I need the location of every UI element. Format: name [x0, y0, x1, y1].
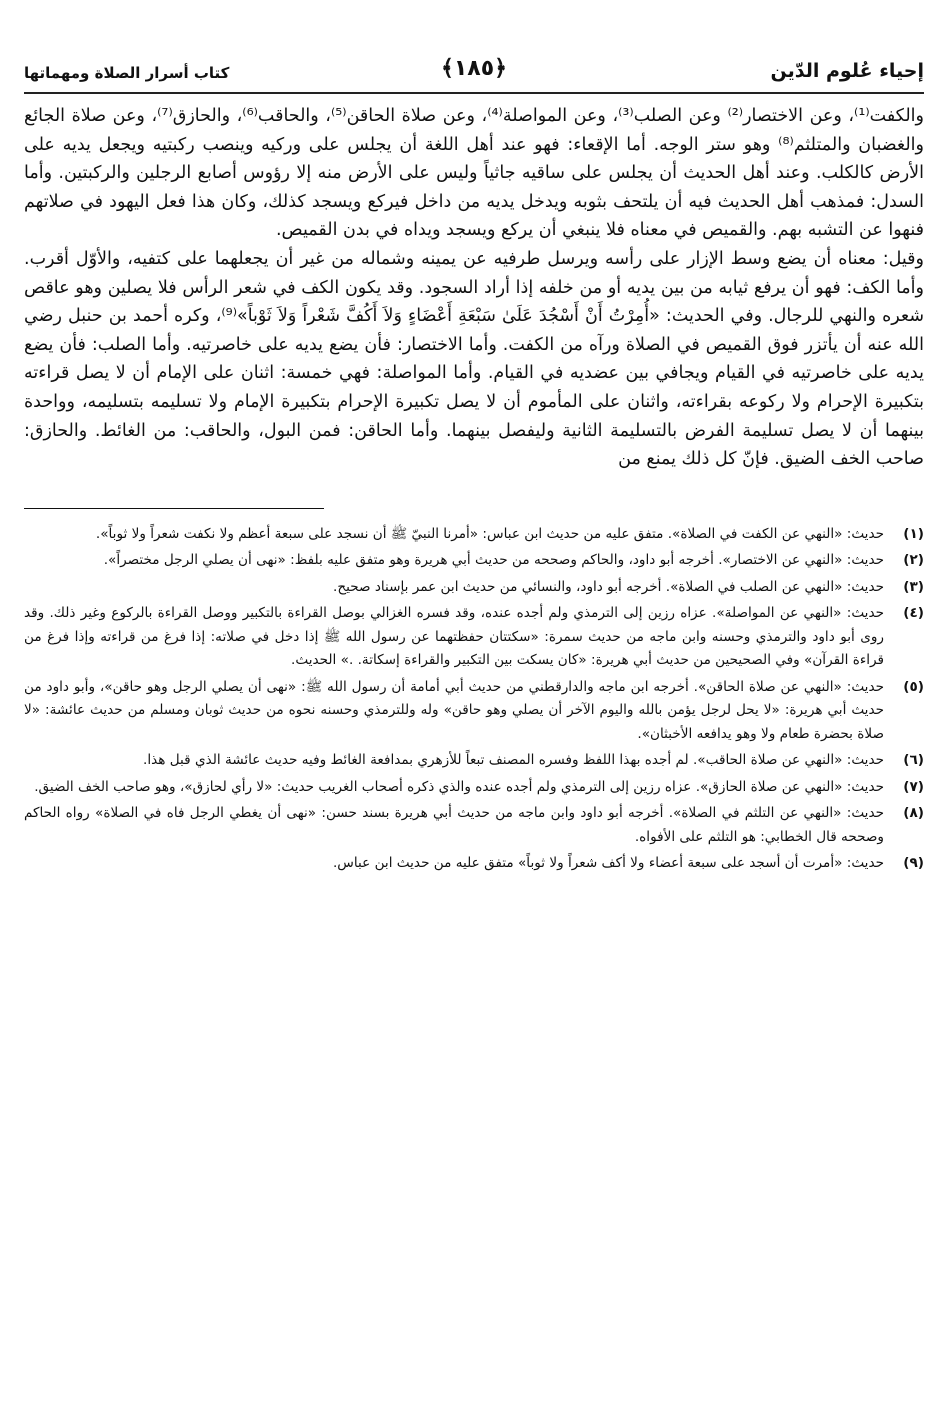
book-title: إحياء عُلوم الدّين — [770, 60, 924, 82]
footnote — [24, 749, 924, 773]
paragraph: وقيل: معناه أن يضع وسط الإزار على رأسه ويرسل طرفيه عن يمينه وشماله من غير أن يجعلهما على كتفيه، والأوّل أقرب. وأما الكف: فهو أن يرفع ثيابه من بين يديه أو من خلفه إذا أراد السجود. وقد يكون الكف في شعر الرأس فلا يصلين وهو عاقص شعره والنهي للرجال. وفي الحديث: «أُمِرْتُ أَنْ أَسْجُدَ عَلَىٰ سَبْعَةِ أَعْضَاءٍ وَلاَ أَكُفَّ شَعْراً وَلاَ ثَوْباً»⁽⁹⁾، وكره أحمد بن حنبل رضي الله عنه أن يأتزر فوق القميص في الصلاة ورآه من الكفت. وأما الاختصار: فأن يضع يديه على خاصرتيه. وأما الصلب: فأن يضع يديه على خاصرتيه في القيام ويجافي بين عضديه في القيام. وأما المواصلة: فهي خمسة: اثنان على الإمام أن لا يصل قراءته بتكبيرة الإحرام ولا ركوعه بقراءته، واثنان على المأموم أن لا يصل تكبيرة الإحرام بتكبيرة الإمام ولا تسليمه بتسليمه، وواحدة بينهما أن لا يصل تسليمة الفرض بالتسليمة الثانية وليفصل بينهما. وأما الحاقن: فمن البول، والحاقب: من الغائط. والحازق: صاحب الخف الضيق. فإنّ كل ذلك يمنع من — [24, 248, 924, 470]
book-page — [24, 52, 924, 879]
footnote-text: حديث: «النهي عن صلاة الحاقن». أخرجه ابن ماجه والدارقطني من حديث أبي أمامة أن رسول الله ﷺ: «نهى أن يصلي الرجل وهو حاقن»، وأبو داود من حديث أبي هريرة: «لا يحل لرجل يؤمن بالله واليوم الآخر أن يصلي وهو حاقن» وله وللترمذي وحسنه نحوه من حديث ثوبان ومسلم من حديث عائشة: «لا صلاة بحضرة طعام ولا وهو يدافعه الأخبثان». — [24, 678, 884, 742]
footnote — [24, 602, 924, 673]
footnote-number: (٩) — [903, 855, 924, 872]
footnote-number: (٣) — [903, 578, 924, 595]
page-header — [24, 52, 924, 94]
footnote-text: حديث: «النهي عن التلثم في الصلاة». أخرجه أبو داود وابن ماجه من حديث أبي هريرة بسند حسن: «نهى أن يغطي الرجل فاه في الصلاة» رواه الحاكم وصححه قال الخطابي: هو التلثم على الأفواه. — [24, 805, 884, 845]
footnote-text: حديث: «النهي عن الصلب في الصلاة». أخرجه أبو داود، والنسائي من حديث ابن عمر بإسناد صحيح. — [333, 578, 884, 595]
main-text — [24, 102, 924, 474]
chapter-title: كتاب أسرار الصلاة ومهماتها — [24, 64, 230, 82]
footnote-number: (٤) — [903, 605, 924, 622]
footnote — [24, 549, 924, 573]
paragraph: والكفت⁽¹⁾، وعن الاختصار⁽²⁾ وعن الصلب⁽³⁾، وعن المواصلة⁽⁴⁾، وعن صلاة الحاقن⁽⁵⁾، والحاقب⁽⁶⁾، والحازق⁽⁷⁾، وعن صلاة الجائع والغضبان والمتلثم⁽⁸⁾ وهو ستر الوجه. أما الإقعاء: فهو عند أهل اللغة أن يجلس على وركيه وينصب ركبتيه ويجعل يديه على الأرض كالكلب. وعند أهل الحديث أن يجلس على ساقيه جاثياً وليس على الأرض منه إلا رؤوس أصابع الرجلين والركبتين. وأما السدل: فمذهب أهل الحديث فيه أن يلتحف بثوبه ويدخل يديه من داخل فيركع ويسجد كذلك، وكان هذا فعل اليهود في صلاتهم فنهوا عن التشبه بهم. والقميص في معناه فلا ينبغي أن يركع ويسجد ويداه في بدن القميص. — [24, 106, 924, 241]
footnote-divider — [24, 508, 324, 509]
page-number: ﴿١٨٥﴾ — [440, 56, 508, 81]
footnote-number: (٦) — [903, 752, 924, 769]
footnote — [24, 776, 924, 800]
footnote-number: (١) — [903, 525, 924, 542]
footnote — [24, 523, 924, 547]
footnote-text: حديث: «النهي عن المواصلة». عزاه رزين إلى الترمذي ولم أجده عنده، وقد فسره الغزالي بوصل القراءة بالتكبير ووصل القراءة بالركوع وغير ذلك. وقد روى أبو داود والترمذي وحسنه وابن ماجه من حديث سمرة: «سكتتان حفظتهما عن رسول الله ﷺ إذا دخل في صلاته: إذا فرغ من قراءته وإذا فرغ من قراءة القرآن» وفي الصحيحين من حديث أبي هريرة: «كان يسكت بين التكبير والقراءة إسكاتة. .» الحديث. — [24, 605, 884, 669]
footnote-number: (٥) — [903, 678, 924, 695]
footnotes — [24, 523, 924, 876]
footnote-text: حديث: «النهي عن الاختصار». أخرجه أبو داود، والحاكم وصححه من حديث أبي هريرة وهو متفق عليه بلفظ: «نهى أن يصلي الرجل مختصراً». — [103, 552, 884, 569]
footnote — [24, 852, 924, 876]
footnote-text: حديث: «النهي عن صلاة الحاقب». لم أجده بهذا اللفظ وفسره المصنف تبعاً للأزهري بمدافعة الغائط وفيه حديث عائشة الذي قبل هذا. — [143, 752, 884, 769]
footnote-number: (٢) — [903, 552, 924, 569]
footnote-text: حديث: «النهي عن صلاة الحازق». عزاه رزين إلى الترمذي ولم أجده عنده والذي ذكره أصحاب الغريب حديث: «لا رأي لحازق»، وهو صاحب الخف الضيق. — [34, 778, 884, 795]
footnote — [24, 576, 924, 600]
footnote — [24, 676, 924, 747]
footnote — [24, 802, 924, 849]
footnote-text: حديث: «أمرت أن أسجد على سبعة أعضاء ولا أكف شعراً ولا ثوباً» متفق عليه من حديث ابن عباس. — [332, 855, 884, 872]
footnote-number: (٧) — [903, 778, 924, 795]
footnote-text: حديث: «النهي عن الكفت في الصلاة». متفق عليه من حديث ابن عباس: «أمرنا النبيّ ﷺ أن نسجد على سبعة أعظم ولا نكفت شعراً ولا ثوباً». — [95, 525, 884, 542]
footnote-number: (٨) — [903, 805, 924, 822]
